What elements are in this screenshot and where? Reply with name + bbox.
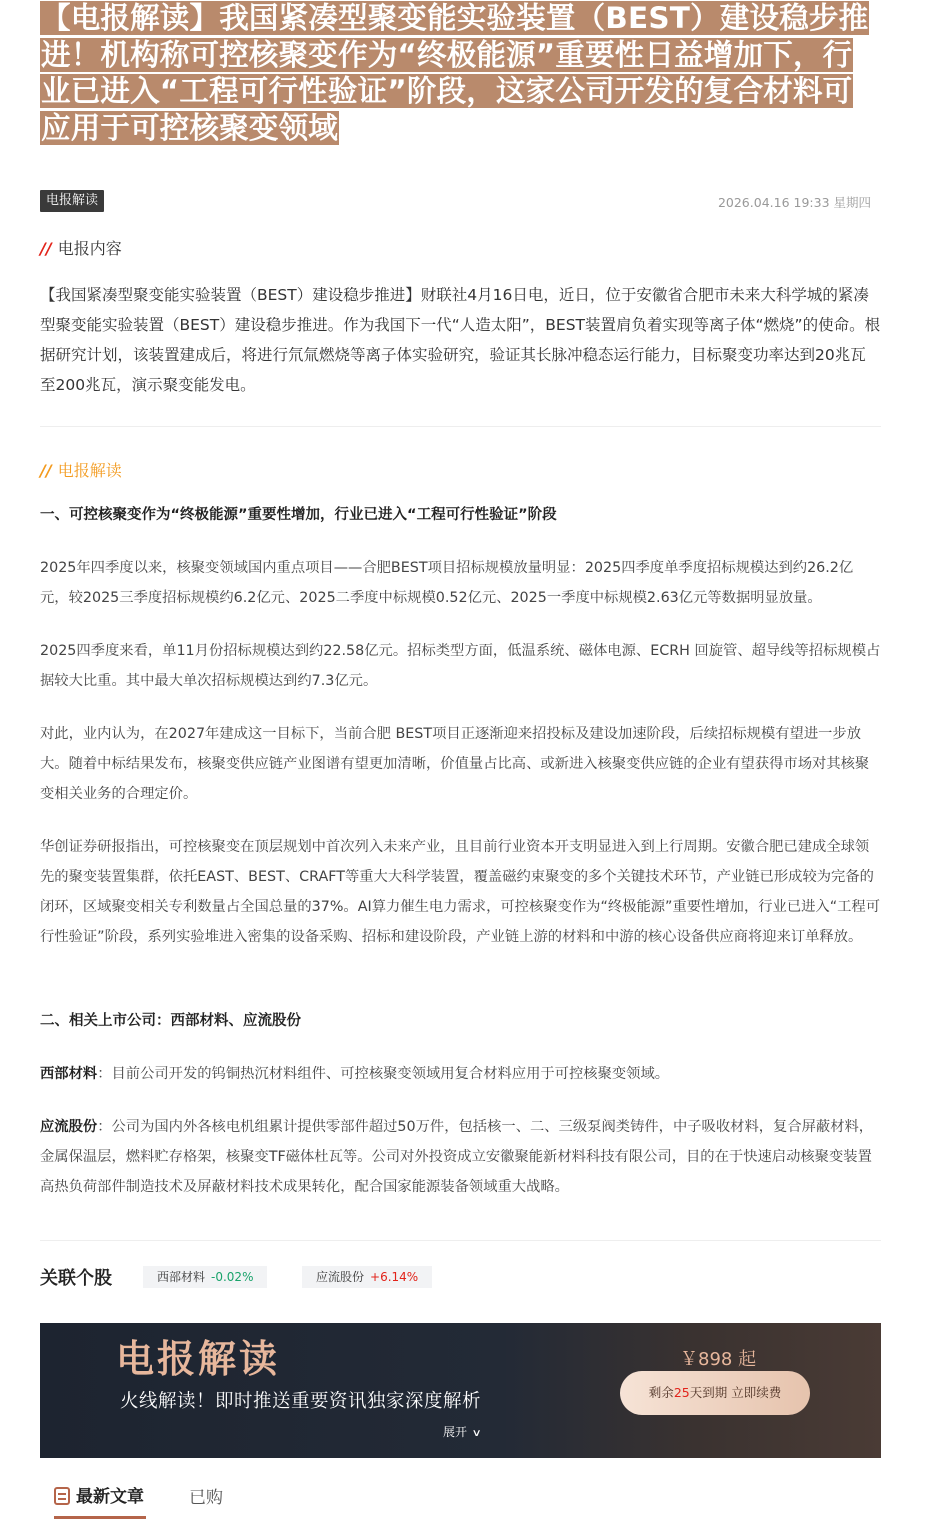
stock-chip[interactable] bbox=[143, 1266, 267, 1288]
active-tab-indicator bbox=[54, 1516, 146, 1519]
renew-days: 25 bbox=[673, 1385, 690, 1400]
company-name: 西部材料 bbox=[40, 1066, 98, 1082]
analysis-paragraph: 2025年四季度以来，核聚变领域国内重点项目——合肥BEST项目招标规模放量明显：2025四季度单季度招标规模达到约26.2亿元，较2025三季度招标规模约6.2亿元、2025二季度中标规模0.52亿元、2025一季度中标规模2.63亿元等数据明显放量。 bbox=[40, 560, 854, 606]
section-marker-icon: // bbox=[40, 239, 52, 258]
related-stocks bbox=[40, 1262, 881, 1290]
banner-title: 电报解读 bbox=[116, 1337, 281, 1381]
stock-name: 西部材料 bbox=[157, 1270, 206, 1284]
tab-latest-articles[interactable] bbox=[54, 1482, 144, 1516]
company-paragraph bbox=[40, 1059, 881, 1089]
publish-date: 2026.04.16 19:33 星期四 bbox=[717, 195, 871, 210]
article-meta bbox=[40, 190, 881, 214]
company-paragraph bbox=[40, 1112, 881, 1202]
tab-label: 最新文章 bbox=[76, 1487, 144, 1507]
chevron-down-icon: ∨ bbox=[471, 1428, 482, 1439]
divider bbox=[40, 426, 881, 427]
article-title: 【电报解读】我国紧凑型聚变能实验装置（BEST）建设稳步推进！机构称可控核聚变作为“终极能源”重要性日益增加下，行业已进入“工程可行性验证”阶段，这家公司开发的复合材料可应用于可控核聚变领域 bbox=[41, 1, 869, 145]
analysis-paragraph: 华创证券研报指出，可控核聚变在顶层规划中首次列入未来产业，且目前行业资本开支明显进入到上行周期。安徽合肥已建成全球领先的聚变装置集群，依托EAST、BEST、CRAFT等重大大科学装置，覆盖磁约束聚变的多个关键技术环节，产业链已形成较为完备的闭环，区域聚变相关专利数量占全国总量的37%。AI算力催生电力需求，可控核聚变作为“终极能源”重要性增加，行业已进入“工程可行性验证”阶段，系列实验堆进入密集的设备采购、招标和建设阶段，产业链上游的材料和中游的核心设备供应商将迎来订单释放。 bbox=[40, 839, 881, 945]
section-marker-icon: // bbox=[40, 461, 52, 480]
expand-label: 展开 bbox=[443, 1425, 468, 1439]
document-icon bbox=[54, 1487, 70, 1505]
section-heading-label: 电报解读 bbox=[57, 461, 122, 480]
price-label: ￥898 起 bbox=[680, 1349, 757, 1370]
company-name: 应流股份 bbox=[40, 1119, 98, 1135]
expand-button[interactable] bbox=[443, 1423, 480, 1440]
renew-prefix: 剩余 bbox=[648, 1385, 674, 1400]
stock-chip[interactable] bbox=[302, 1266, 432, 1288]
article-tabs bbox=[40, 1478, 881, 1525]
renew-button[interactable] bbox=[620, 1371, 810, 1415]
category-tag[interactable]: 电报解读 bbox=[40, 190, 104, 212]
divider bbox=[40, 1240, 881, 1241]
analysis-paragraph: 2025四季度来看，单11月份招标规模达到约22.58亿元。招标类型方面，低温系统、磁体电源、ECRH 回旋管、超导线等招标规模占据较大比重。其中最大单次招标规模达到约7.3亿元。 bbox=[40, 643, 881, 689]
section-heading-content bbox=[40, 239, 881, 259]
section-heading-analysis bbox=[40, 461, 881, 481]
stock-change: +6.14% bbox=[370, 1270, 419, 1284]
renew-suffix: 天到期 立即续费 bbox=[689, 1385, 782, 1400]
analysis-subheading-2: 二、相关上市公司：西部材料、应流股份 bbox=[40, 1013, 301, 1029]
subscription-banner bbox=[40, 1323, 881, 1458]
section-heading-label: 电报内容 bbox=[57, 239, 122, 258]
article-header bbox=[40, 0, 881, 146]
stock-name: 应流股份 bbox=[316, 1270, 365, 1284]
stock-change: -0.02% bbox=[211, 1270, 254, 1284]
telegraph-content: 【我国紧凑型聚变能实验装置（BEST）建设稳步推进】财联社4月16日电，近日，位于安徽省合肥市未来大科学城的紧凑型聚变能实验装置（BEST）建设稳步推进。作为我国下一代“人造太阳”，BEST装置肩负着实现等离子体“燃烧”的使命。根据研究计划，该装置建成后，将进行氘氚燃烧等离子体实验研究，验证其长脉冲稳态运行能力，目标聚变功率达到20兆瓦至200兆瓦，演示聚变能发电。 bbox=[40, 286, 881, 394]
banner-subtitle: 火线解读！即时推送重要资讯独家深度解析 bbox=[120, 1391, 482, 1412]
company-description: ：公司为国内外各核电机组累计提供零部件超过50万件，包括核一、二、三级泵阀类铸件，中子吸收材料，复合屏蔽材料，金属保温层，燃料贮存格架，核聚变TF磁体杜瓦等。公司对外投资成立安徽聚能新材料科技有限公司，目的在于快速启动核聚变装置高热负荷部件制造技术及屏蔽材料技术成果转化，配合国家能源装备领域重大战略。 bbox=[40, 1119, 874, 1195]
related-stocks-title: 关联个股 bbox=[40, 1268, 112, 1289]
analysis-paragraph: 对此，业内认为，在2027年建成这一目标下，当前合肥 BEST项目正逐渐迎来招投标及建设加速阶段，后续招标规模有望进一步放大。随着中标结果发布，核聚变供应链产业图谱有望更加清晰，价值量占比高、或新进入核聚变供应链的企业有望获得市场对其核聚变相关业务的合理定价。 bbox=[40, 726, 870, 802]
tab-purchased[interactable]: 已购 bbox=[189, 1488, 223, 1508]
company-description: ：目前公司开发的钨铜热沉材料组件、可控核聚变领域用复合材料应用于可控核聚变领域。 bbox=[97, 1066, 670, 1082]
analysis-subheading-1: 一、可控核聚变作为“终极能源”重要性增加，行业已进入“工程可行性验证”阶段 bbox=[40, 507, 557, 523]
